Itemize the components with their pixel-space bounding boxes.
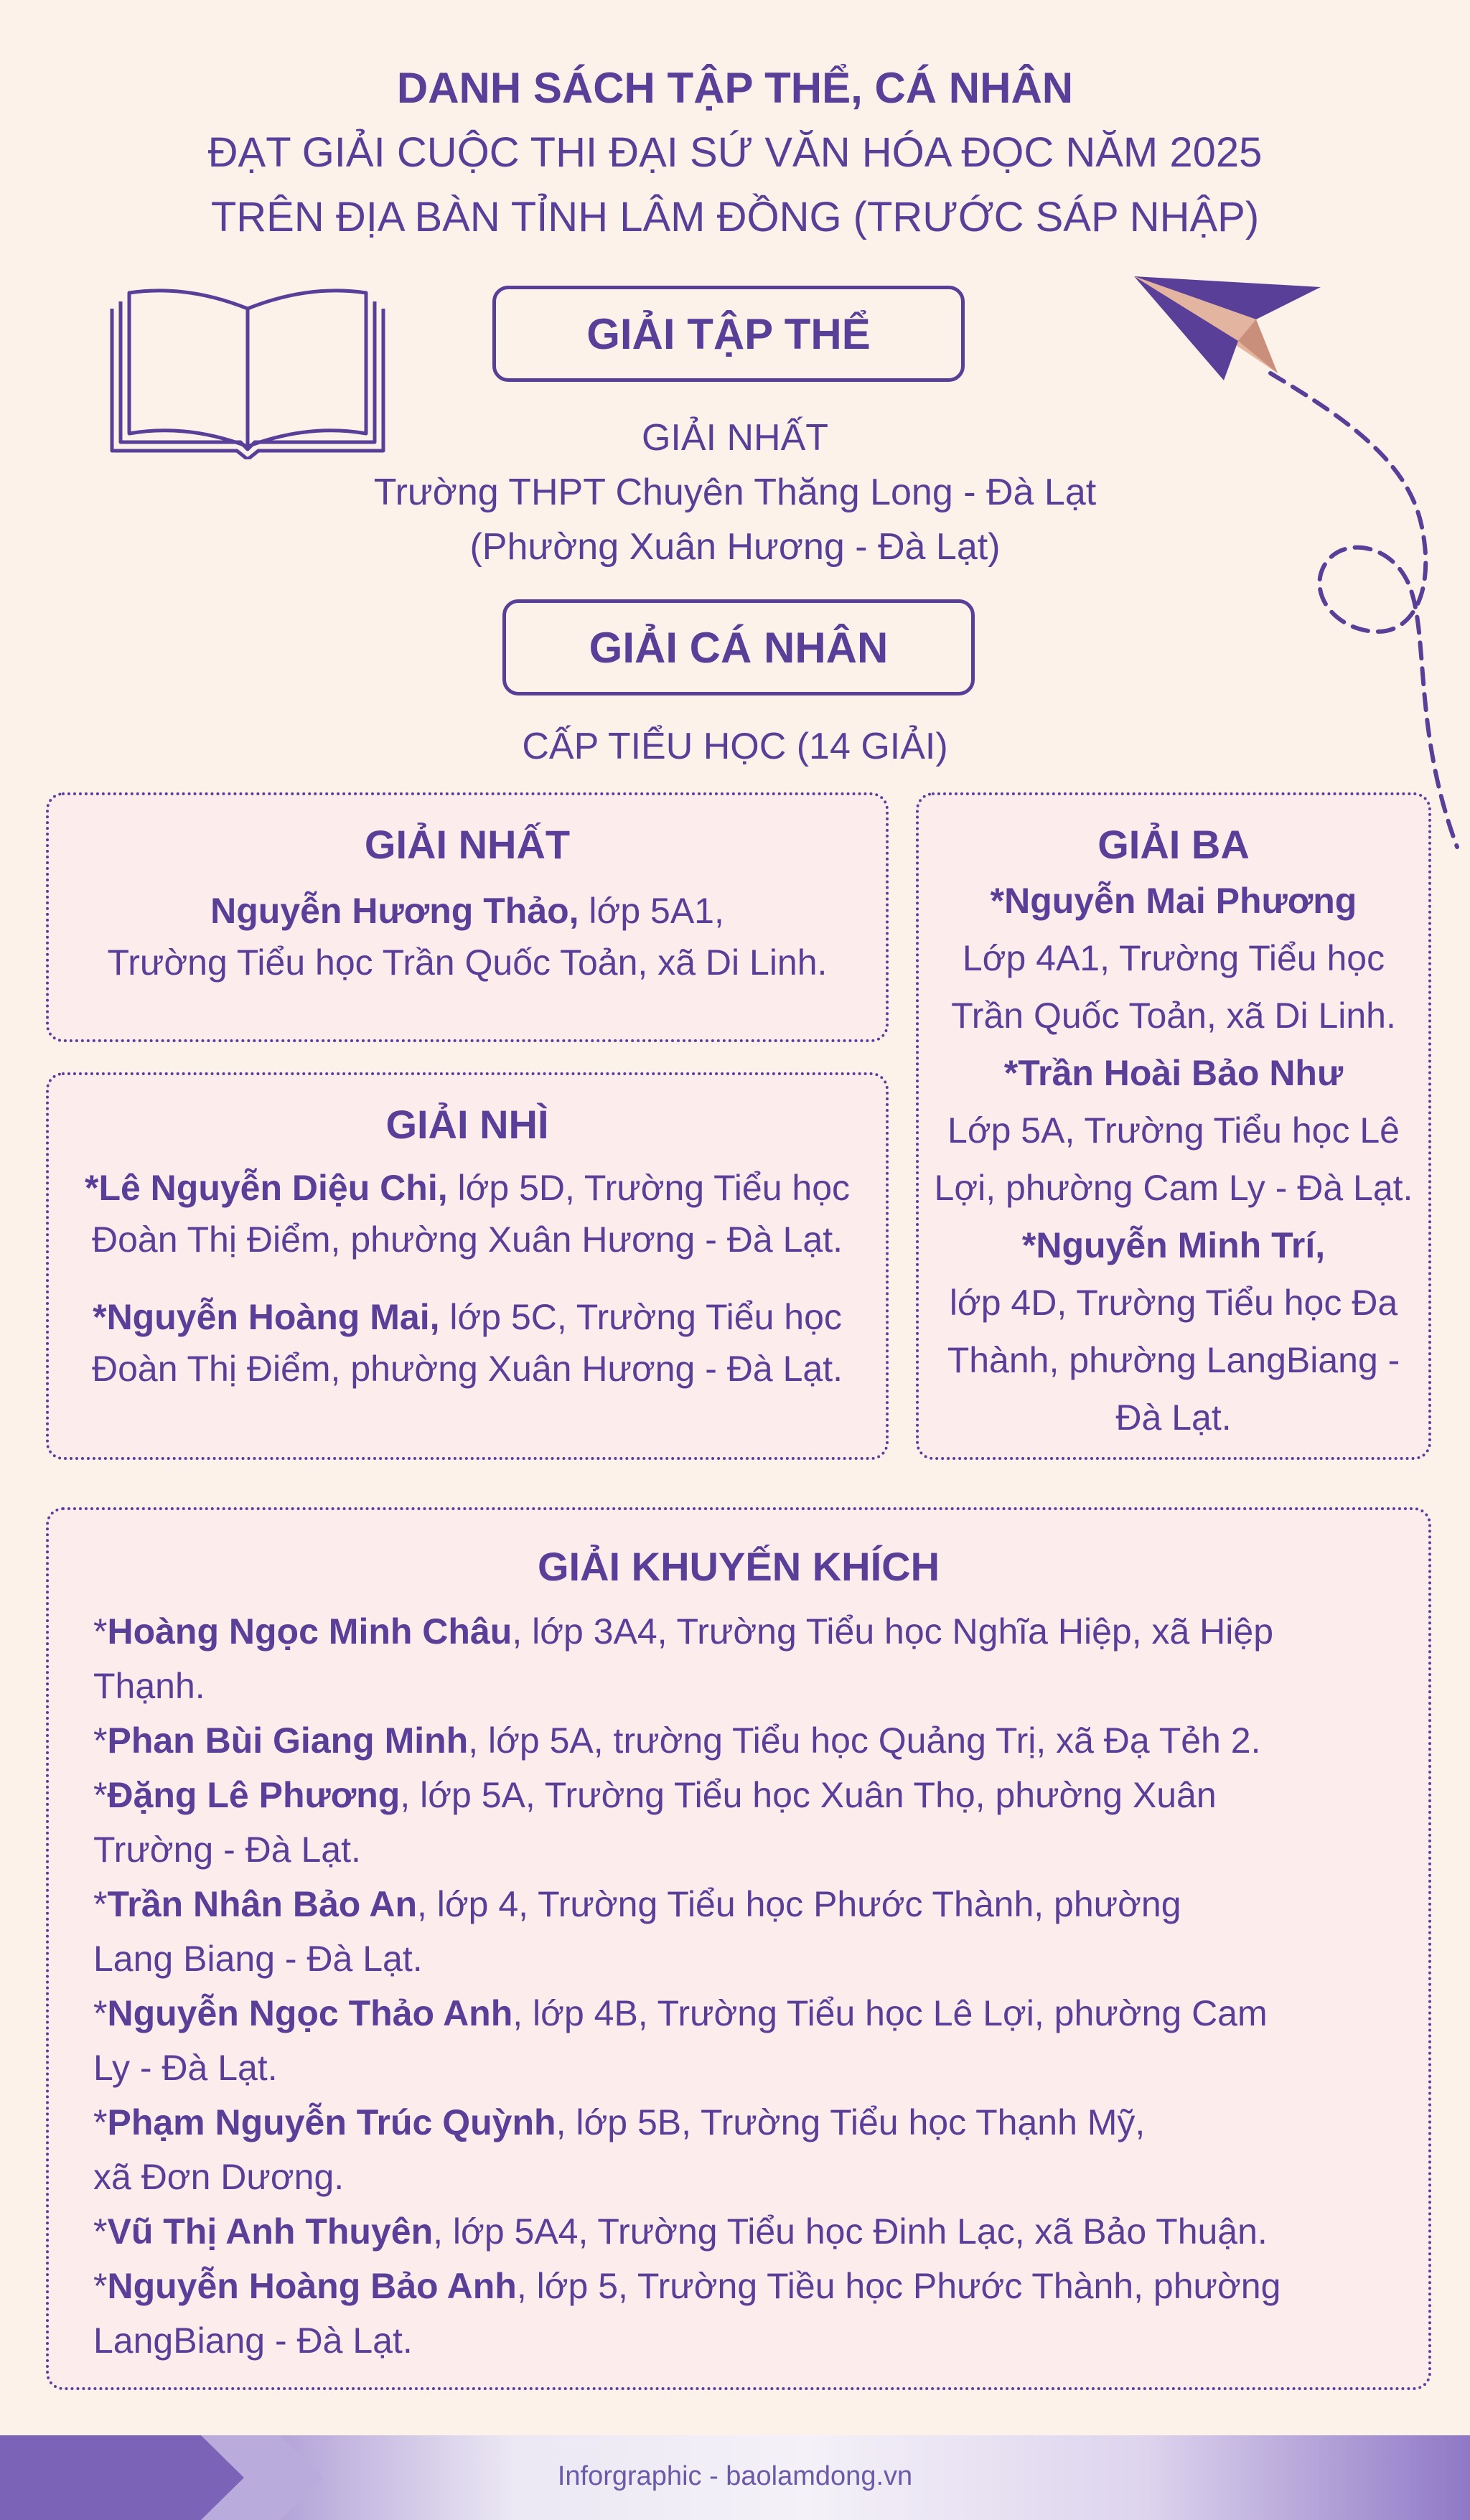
list-item-detail-cont: Thạnh. bbox=[93, 1666, 205, 1706]
first-prize-school: Trường Tiểu học Trần Quốc Toản, xã Di Linh. bbox=[107, 942, 828, 983]
third-prize-name-2: *Trần Hoài Bảo Như bbox=[1003, 1053, 1344, 1093]
list-item: *Vũ Thị Anh Thuyên, lớp 5A4, Trường Tiểu học Đinh Lạc, xã Bảo Thuận. bbox=[93, 2211, 1268, 2252]
level-heading: CẤP TIỂU HỌC (14 GIẢI) bbox=[522, 726, 948, 767]
list-item-detail-cont: xã Đơn Dương. bbox=[93, 2157, 345, 2197]
second-prize-title: GIẢI NHÌ bbox=[385, 1102, 549, 1147]
list-item-detail: , lớp 5A, trường Tiểu học Quảng Trị, xã Đạ Tẻh 2. bbox=[468, 1720, 1261, 1761]
second-prize-entry-2 bbox=[49, 1291, 886, 1395]
page-title: DANH SÁCH TẬP THỂ, CÁ NHÂN bbox=[396, 64, 1074, 112]
list-item-name: Phan Bùi Giang Minh bbox=[107, 1720, 469, 1761]
first-prize-title: GIẢI NHẤT bbox=[364, 822, 571, 867]
list-item-detail: , lớp 3A4, Trường Tiểu học Nghĩa Hiệp, xã Hiệp bbox=[512, 1611, 1274, 1652]
third-prize-title: GIẢI BA bbox=[1097, 822, 1250, 867]
third-prize-line-2b: Lợi, phường Cam Ly - Đà Lạt. bbox=[934, 1168, 1413, 1208]
list-item-name: Nguyễn Ngọc Thảo Anh bbox=[107, 1993, 513, 2033]
third-prize-line-1b: Trần Quốc Toản, xã Di Linh. bbox=[951, 996, 1396, 1036]
first-prize-card bbox=[46, 792, 889, 1042]
encouragement-prize-card bbox=[46, 1507, 1431, 2390]
page-subtitle-2: TRÊN ĐỊA BÀN TỈNH LÂM ĐỒNG (TRƯỚC SÁP NHẬP) bbox=[210, 194, 1260, 240]
second-prize-school-1: Đoàn Thị Điểm, phường Xuân Hương - Đà Lạt. bbox=[92, 1219, 843, 1260]
list-item-detail: , lớp 4B, Trường Tiểu học Lê Lợi, phường Cam bbox=[512, 1993, 1268, 2033]
list-item: *Phạm Nguyễn Trúc Quỳnh, lớp 5B, Trường Tiểu học Thạnh Mỹ, xã Đơn Dương. bbox=[93, 2102, 1146, 2197]
list-item: *Đặng Lê Phương, lớp 5A, Trường Tiểu học Xuân Thọ, phường Xuân Trường - Đà Lạt. bbox=[93, 1775, 1217, 1870]
second-prize-entry-1 bbox=[49, 1162, 886, 1265]
list-item-name: Nguyễn Hoàng Bảo Anh bbox=[107, 2266, 517, 2306]
list-item: *Nguyễn Hoàng Bảo Anh, lớp 5, Trường Tiều học Phước Thành, phường LangBiang - Đà Lạt. bbox=[93, 2266, 1281, 2361]
list-item-detail: , lớp 5, Trường Tiều học Phước Thành, phường bbox=[516, 2266, 1281, 2306]
footer-bar bbox=[0, 2435, 1470, 2520]
third-prize-line-1a: Lớp 4A1, Trường Tiểu học bbox=[962, 938, 1385, 978]
group-prize-label: GIẢI TẬP THỂ bbox=[492, 286, 965, 382]
list-item: *Nguyễn Ngọc Thảo Anh, lớp 4B, Trường Tiểu học Lê Lợi, phường Cam Ly - Đà Lạt. bbox=[93, 1993, 1268, 2088]
list-item-detail: , lớp 4, Trường Tiểu học Phước Thành, phường bbox=[417, 1884, 1181, 1924]
list-item-name: Vũ Thị Anh Thuyên bbox=[107, 2211, 434, 2252]
list-item-detail-cont: Trường - Đà Lạt. bbox=[93, 1830, 361, 1870]
list-item-detail: , lớp 5B, Trường Tiểu học Thạnh Mỹ, bbox=[556, 2102, 1146, 2142]
group-prize-rank: GIẢI NHẤT bbox=[641, 417, 829, 459]
dashed-flight-path bbox=[1249, 359, 1470, 861]
first-prize-name: Nguyễn Hương Thảo, bbox=[210, 891, 579, 931]
list-item-name: Trần Nhân Bảo An bbox=[107, 1884, 417, 1924]
second-prize-class-1: lớp 5D, Trường Tiểu học bbox=[447, 1168, 851, 1208]
third-prize-line-3c: Đà Lạt. bbox=[1115, 1397, 1232, 1438]
encouragement-prize-title: GIẢI KHUYẾN KHÍCH bbox=[537, 1544, 940, 1589]
page-subtitle-1: ĐẠT GIẢI CUỘC THI ĐẠI SỨ VĂN HÓA ĐỌC NĂM 2025 bbox=[207, 129, 1263, 176]
list-item-detail-cont: LangBiang - Đà Lạt. bbox=[93, 2320, 413, 2361]
list-item: *Trần Nhân Bảo An, lớp 4, Trường Tiểu học Phước Thành, phường Lang Biang - Đà Lạt. bbox=[93, 1884, 1181, 1979]
third-prize-name-1: *Nguyễn Mai Phương bbox=[990, 881, 1357, 921]
list-item-detail: , lớp 5A4, Trường Tiểu học Đinh Lạc, xã Bảo Thuận. bbox=[433, 2211, 1268, 2252]
first-prize-class: lớp 5A1, bbox=[579, 891, 724, 931]
page-header bbox=[0, 56, 1470, 250]
second-prize-name-1: *Lê Nguyễn Diệu Chi, bbox=[84, 1168, 448, 1208]
encouragement-prize-list bbox=[49, 1604, 1428, 2368]
third-prize-line-2a: Lớp 5A, Trường Tiểu học Lê bbox=[947, 1110, 1400, 1151]
footer-credit: Inforgraphic - baolamdong.vn bbox=[557, 2461, 913, 2491]
list-item-detail-cont: Ly - Đà Lạt. bbox=[93, 2048, 278, 2088]
second-prize-school-2: Đoàn Thị Điểm, phường Xuân Hương - Đà Lạt. bbox=[92, 1349, 843, 1389]
first-prize-line1 bbox=[49, 885, 886, 937]
individual-prize-label: GIẢI CÁ NHÂN bbox=[502, 599, 975, 695]
second-prize-class-2: lớp 5C, Trường Tiểu học bbox=[439, 1297, 842, 1337]
list-item-detail-cont: Lang Biang - Đà Lạt. bbox=[93, 1939, 423, 1979]
third-prize-line-3a: lớp 4D, Trường Tiểu học Đa bbox=[949, 1283, 1398, 1323]
first-prize-body bbox=[49, 885, 886, 988]
list-item: *Hoàng Ngọc Minh Châu, lớp 3A4, Trường Tiểu học Nghĩa Hiệp, xã Hiệp Thạnh. bbox=[93, 1611, 1274, 1706]
list-item-name: Phạm Nguyễn Trúc Quỳnh bbox=[107, 2102, 556, 2142]
list-item-name: Hoàng Ngọc Minh Châu bbox=[107, 1611, 512, 1652]
third-prize-body bbox=[919, 872, 1428, 1446]
group-prize-location: (Phường Xuân Hương - Đà Lạt) bbox=[469, 526, 1001, 568]
list-item: *Phan Bùi Giang Minh, lớp 5A, trường Tiểu học Quảng Trị, xã Đạ Tẻh 2. bbox=[93, 1720, 1261, 1761]
group-prize-details bbox=[287, 411, 1183, 574]
second-prize-name-2: *Nguyễn Hoàng Mai, bbox=[93, 1297, 440, 1337]
list-item-detail: , lớp 5A, Trường Tiểu học Xuân Thọ, phường Xuân bbox=[400, 1775, 1217, 1815]
list-item-name: Đặng Lê Phương bbox=[107, 1775, 401, 1815]
group-prize-school: Trường THPT Chuyên Thăng Long - Đà Lạt bbox=[373, 472, 1097, 513]
third-prize-line-3b: Thành, phường LangBiang - bbox=[947, 1340, 1400, 1380]
third-prize-card bbox=[916, 792, 1431, 1460]
third-prize-name-3: *Nguyễn Minh Trí, bbox=[1021, 1225, 1326, 1265]
second-prize-card bbox=[46, 1072, 889, 1460]
